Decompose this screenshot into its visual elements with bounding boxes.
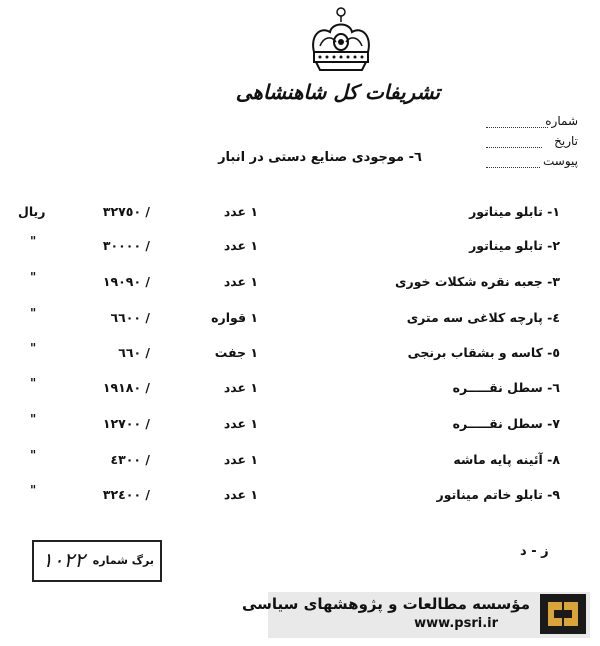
crown-emblem — [306, 6, 376, 74]
attachment-line — [486, 166, 540, 168]
item-price: ٣٢٧٥٠ / — [102, 204, 150, 219]
item-quantity: ١ عدد — [223, 274, 258, 289]
item-name: ٩- تابلو خاتم میناتور — [436, 487, 560, 502]
watermark-name: مؤسسه مطالعات و پژوهشهای سیاسی — [241, 595, 530, 613]
item-name: ٣- جعبه نقره شکلات خوری — [395, 274, 560, 289]
item-price: ٦٦٠٠ / — [110, 310, 150, 325]
date-line — [486, 146, 542, 148]
item-price: ٦٦٠ / — [118, 345, 150, 360]
item-price: ١٩١٨٠ / — [102, 380, 150, 395]
ditto-mark: " — [30, 270, 37, 284]
item-name: ٢- تابلو میناتور — [469, 238, 560, 253]
item-quantity: ١ عدد — [223, 487, 258, 502]
ditto-mark: " — [30, 448, 37, 462]
ditto-mark: " — [30, 483, 37, 497]
inventory-row — [0, 204, 600, 224]
attachment-label: پیوست — [543, 154, 578, 168]
ditto-mark: " — [30, 234, 37, 248]
item-name: ١- تابلو میناتور — [469, 204, 560, 219]
item-price: ٣٠٠٠٠ / — [102, 238, 150, 253]
item-price: ١٩٠٩٠ / — [102, 274, 150, 289]
inventory-row — [0, 412, 600, 436]
ditto-mark: " — [30, 376, 37, 390]
inventory-row — [0, 306, 600, 330]
signature-initials: ز - د — [520, 544, 549, 559]
document-heading: ٦- موجودی صنایع دستی در انبار — [218, 150, 422, 165]
item-name: ٧- سطل نقـــــره — [452, 416, 560, 431]
item-quantity: ١ جفت — [214, 345, 258, 360]
item-price: ١٢٧٠٠ / — [102, 416, 150, 431]
inventory-row — [0, 270, 600, 294]
item-price: ٣٢٤٠٠ / — [102, 487, 150, 502]
item-quantity: ١ عدد — [223, 238, 258, 253]
ditto-mark: " — [30, 341, 37, 355]
item-quantity: ١ عدد — [223, 416, 258, 431]
currency-unit: ریال — [18, 204, 46, 219]
ditto-mark: " — [30, 412, 37, 426]
item-quantity: ١ قواره — [211, 310, 258, 325]
number-label: شماره — [545, 114, 578, 128]
item-quantity: ١ عدد — [223, 204, 258, 219]
item-name: ٦- سطل نقـــــره — [452, 380, 560, 395]
item-quantity: ١ عدد — [223, 380, 258, 395]
inventory-row — [0, 483, 600, 507]
page-stamp-label: برگ شماره — [92, 554, 154, 567]
inventory-row — [0, 234, 600, 258]
page-stamp-number: ١٠٢٢ — [42, 548, 85, 572]
watermark-bar — [241, 592, 590, 638]
date-label: تاریخ — [554, 134, 578, 148]
inventory-row — [0, 376, 600, 400]
watermark-url: www.psri.ir — [414, 616, 498, 631]
number-line — [486, 126, 548, 128]
item-price: ٤٣٠٠ / — [110, 452, 150, 467]
page-number-stamp — [32, 540, 162, 582]
item-quantity: ١ عدد — [223, 452, 258, 467]
psri-logo-icon — [540, 594, 586, 634]
inventory-row — [0, 341, 600, 365]
item-name: ٨- آئینه پایه ماشه — [453, 452, 560, 467]
court-title: تشریفات کل شاهنشاهی — [235, 80, 440, 104]
item-name: ٤- پارچه کلاغی سه متری — [406, 310, 560, 325]
ditto-mark: " — [30, 306, 37, 320]
item-name: ٥- کاسه و بشقاب برنجی — [407, 345, 560, 360]
inventory-row — [0, 448, 600, 472]
